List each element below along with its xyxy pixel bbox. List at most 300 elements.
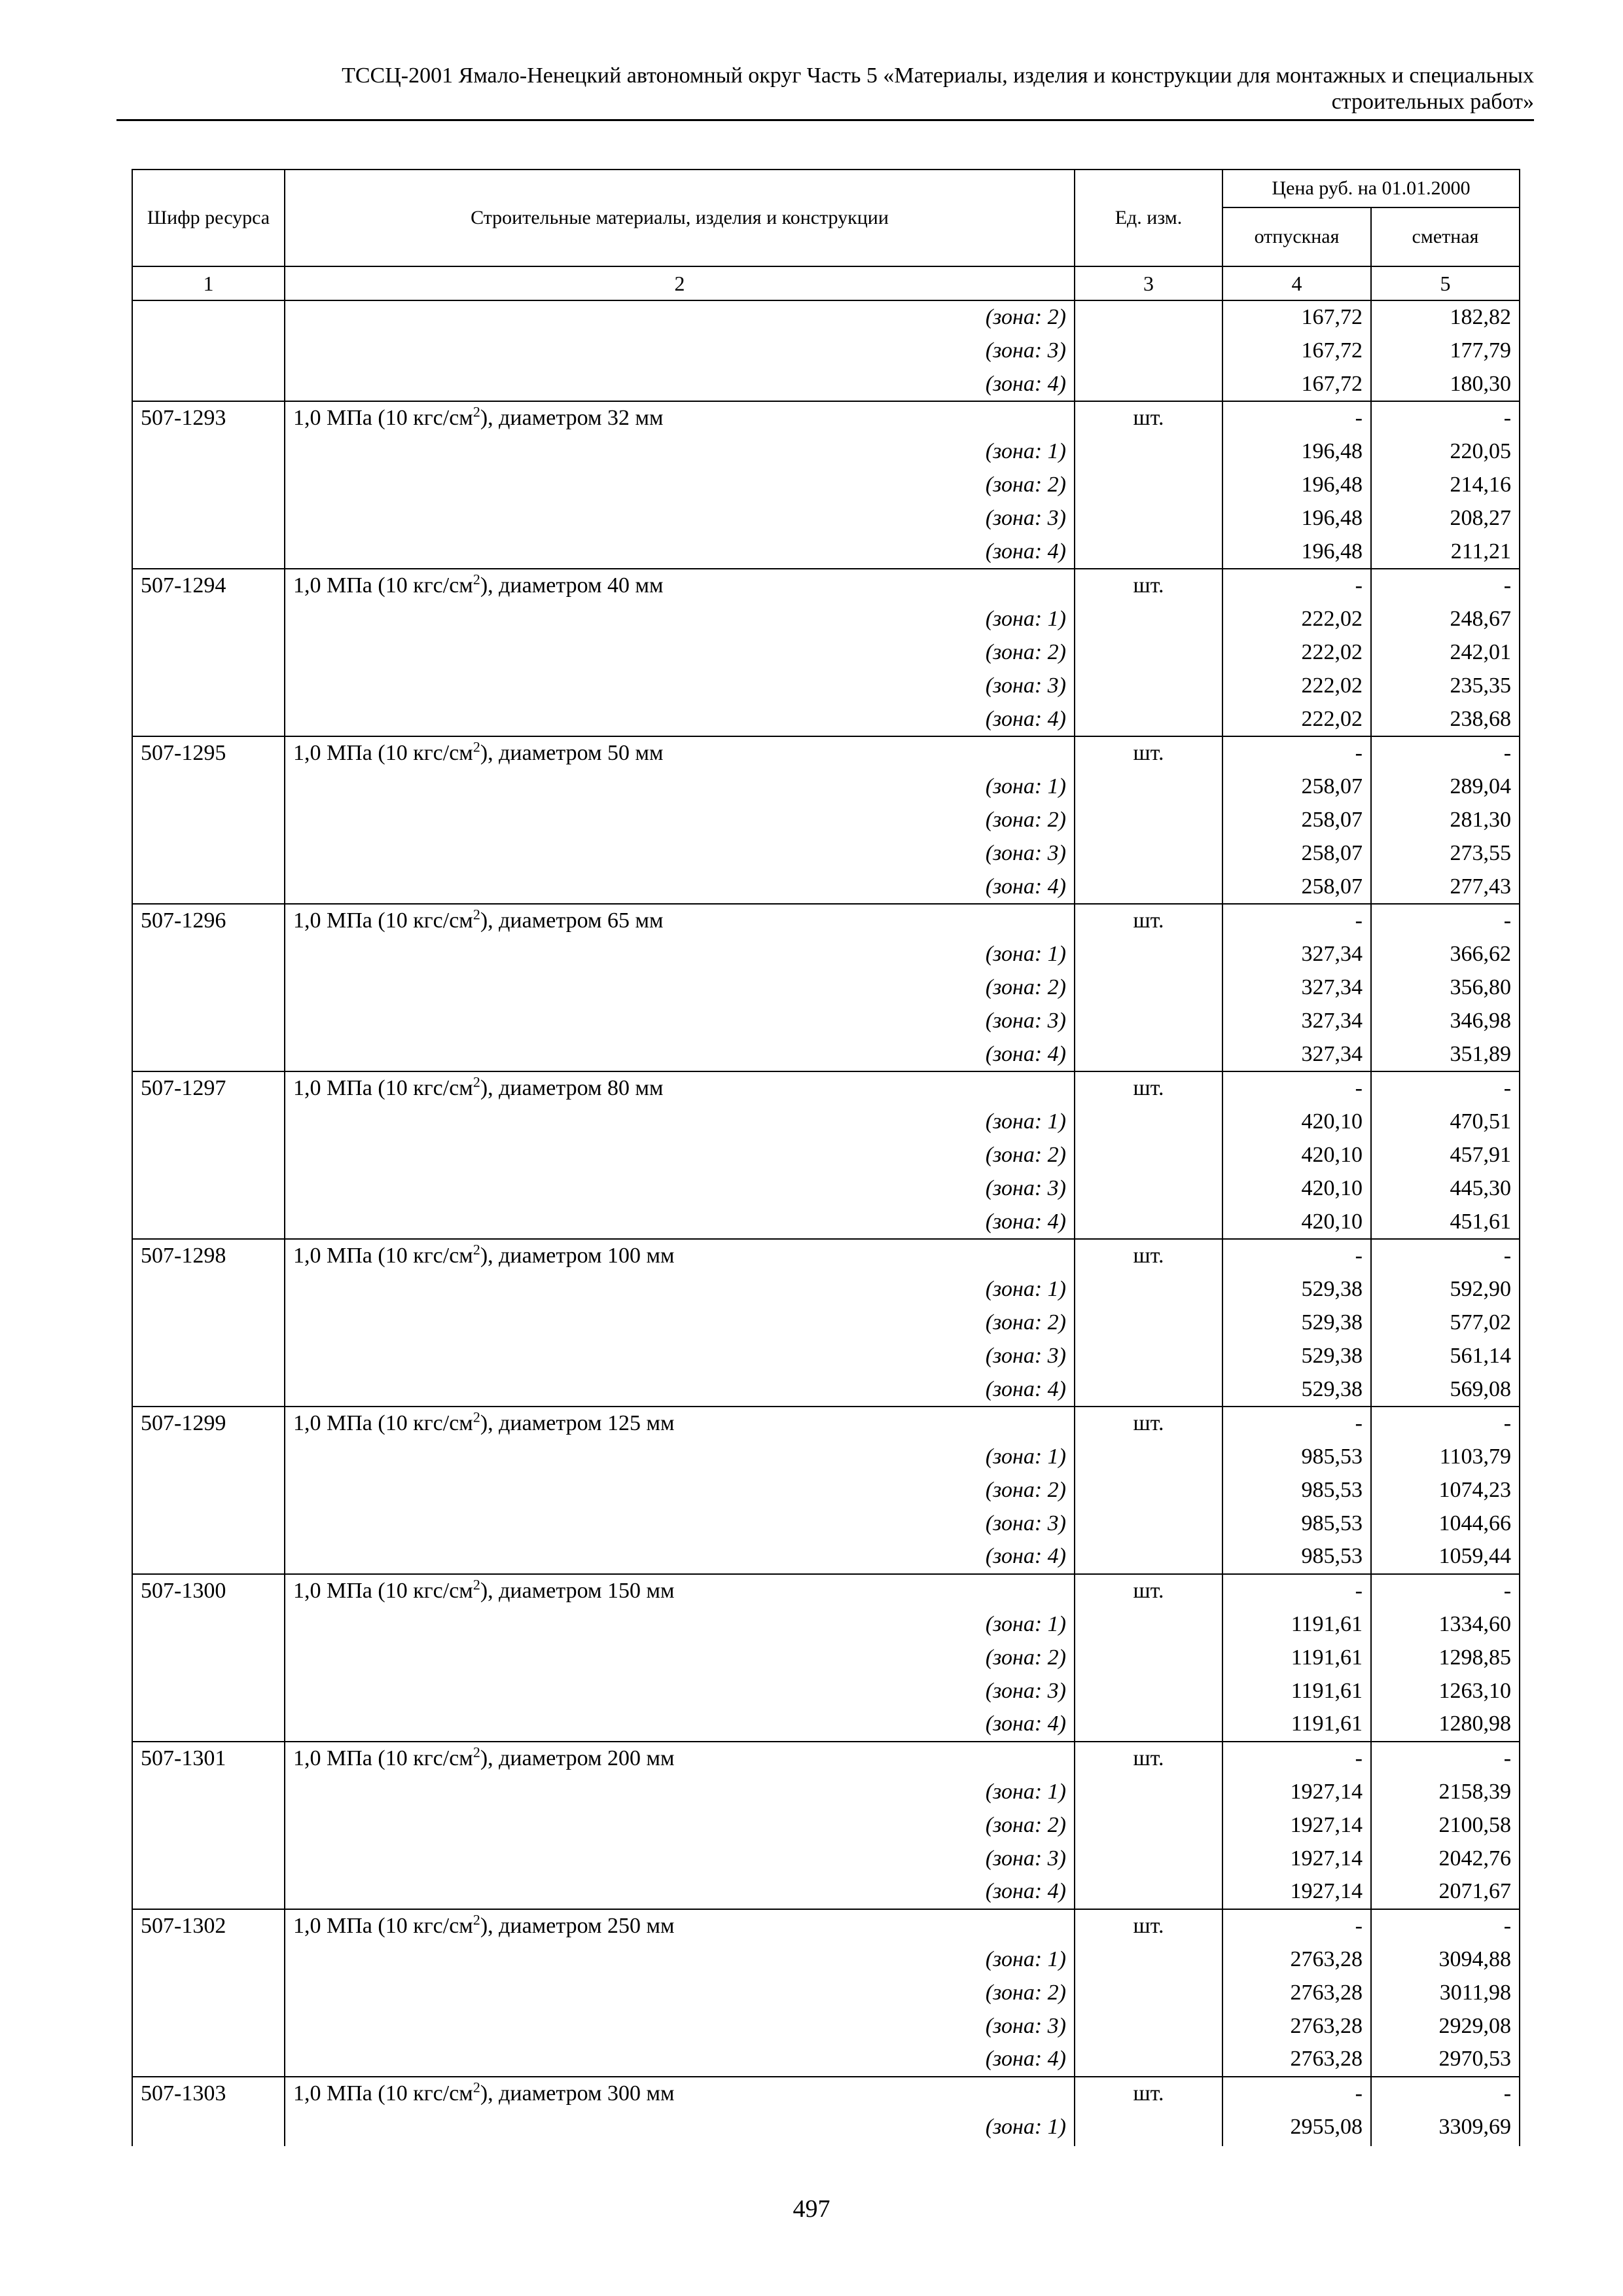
table-row: [132, 569, 1520, 603]
table-row: [132, 1875, 1520, 1909]
release-price: -: [1222, 1407, 1371, 1441]
table-row: [132, 1373, 1520, 1407]
table-row: [132, 1474, 1520, 1507]
resource-code-cell: [132, 1005, 285, 1038]
unit-cell: [1075, 2010, 1222, 2043]
table-row: [132, 1608, 1520, 1641]
release-price: 327,34: [1222, 971, 1371, 1005]
description-suffix: ), диаметром 150 мм: [480, 1579, 675, 1604]
release-price: -: [1222, 2077, 1371, 2111]
zone-label: (зона: 4): [285, 1373, 1075, 1407]
estimate-price: 356,80: [1371, 971, 1520, 1005]
description-prefix: 1,0 МПа (10 кгс/см: [293, 908, 473, 933]
zone-label: (зона: 1): [285, 1608, 1075, 1641]
col-number-2: 2: [285, 266, 1075, 300]
table-row: [132, 904, 1520, 938]
table-row: [132, 1507, 1520, 1541]
resource-code-cell: [132, 469, 285, 502]
resource-code-cell: [132, 1809, 285, 1842]
unit-cell: шт.: [1075, 1909, 1222, 1943]
description-suffix: ), диаметром 100 мм: [480, 1244, 675, 1268]
release-price: 1191,61: [1222, 1641, 1371, 1675]
running-header: [116, 63, 1534, 121]
unit-cell: [1075, 603, 1222, 636]
release-price: -: [1222, 401, 1371, 435]
unit-cell: [1075, 1943, 1222, 1977]
unit-cell: [1075, 1340, 1222, 1373]
table-row: [132, 1340, 1520, 1373]
estimate-price: 242,01: [1371, 636, 1520, 670]
resource-code-cell: [132, 1507, 285, 1541]
zone-label: (зона: 3): [285, 2010, 1075, 2043]
release-price: -: [1222, 1909, 1371, 1943]
release-price: -: [1222, 1071, 1371, 1105]
unit-cell: [1075, 1105, 1222, 1139]
unit-cell: [1075, 1809, 1222, 1842]
estimate-price: 1059,44: [1371, 1540, 1520, 1574]
estimate-price: 235,35: [1371, 670, 1520, 703]
estimate-price: 1103,79: [1371, 1441, 1520, 1474]
estimate-price: 1280,98: [1371, 1708, 1520, 1742]
resource-code-cell: [132, 334, 285, 368]
release-price: 420,10: [1222, 1105, 1371, 1139]
resource-code-cell: [132, 1708, 285, 1742]
zone-label: (зона: 1): [285, 1943, 1075, 1977]
unit-cell: [1075, 1977, 1222, 2010]
unit-cell: [1075, 870, 1222, 905]
resource-code-cell: [132, 1172, 285, 1206]
resource-code-cell: [132, 1373, 285, 1407]
description-prefix: 1,0 МПа (10 кгс/см: [293, 1244, 473, 1268]
description-superscript: 2: [473, 571, 480, 588]
release-price: 196,48: [1222, 469, 1371, 502]
resource-code-cell: [132, 2111, 285, 2146]
release-price: -: [1222, 569, 1371, 603]
unit-cell: [1075, 837, 1222, 870]
estimate-price: 182,82: [1371, 300, 1520, 334]
resource-code-cell: [132, 1641, 285, 1675]
col-number-3: 3: [1075, 266, 1222, 300]
unit-cell: [1075, 1273, 1222, 1306]
zone-label: (зона: 1): [285, 603, 1075, 636]
resource-code: 507-1294: [132, 569, 285, 603]
release-price: -: [1222, 904, 1371, 938]
unit-cell: [1075, 938, 1222, 971]
estimate-price: -: [1371, 2077, 1520, 2111]
estimate-price: 1074,23: [1371, 1474, 1520, 1507]
release-price: 222,02: [1222, 636, 1371, 670]
table-row: [132, 2010, 1520, 2043]
release-price: 985,53: [1222, 1540, 1371, 1574]
estimate-price: 561,14: [1371, 1340, 1520, 1373]
zone-label: (зона: 1): [285, 1273, 1075, 1306]
zone-label: (зона: 2): [285, 300, 1075, 334]
zone-label: (зона: 4): [285, 535, 1075, 569]
estimate-price: 1334,60: [1371, 1608, 1520, 1641]
release-price: 420,10: [1222, 1139, 1371, 1172]
estimate-price: 445,30: [1371, 1172, 1520, 1206]
unit-cell: [1075, 1373, 1222, 1407]
item-description: [285, 569, 1075, 603]
unit-cell: шт.: [1075, 904, 1222, 938]
resource-code-cell: [132, 1540, 285, 1574]
resource-code: 507-1296: [132, 904, 285, 938]
estimate-price: 346,98: [1371, 1005, 1520, 1038]
table-row: [132, 535, 1520, 569]
item-description: [285, 1239, 1075, 1273]
item-description: [285, 736, 1075, 770]
estimate-price: 1044,66: [1371, 1507, 1520, 1541]
unit-cell: шт.: [1075, 736, 1222, 770]
release-price: 1927,14: [1222, 1842, 1371, 1876]
resource-code: 507-1299: [132, 1407, 285, 1441]
table-row: [132, 334, 1520, 368]
table-row: [132, 636, 1520, 670]
table-row: [132, 736, 1520, 770]
description-prefix: 1,0 МПа (10 кгс/см: [293, 1411, 473, 1436]
release-price: 258,07: [1222, 770, 1371, 804]
release-price: 2763,28: [1222, 2010, 1371, 2043]
resource-code-cell: [132, 1340, 285, 1373]
item-description: [285, 2077, 1075, 2111]
release-price: 258,07: [1222, 870, 1371, 905]
release-price: 222,02: [1222, 703, 1371, 737]
zone-label: (зона: 1): [285, 938, 1075, 971]
table-row: [132, 1005, 1520, 1038]
zone-label: (зона: 4): [285, 870, 1075, 905]
description-suffix: ), диаметром 125 мм: [480, 1411, 675, 1436]
unit-cell: [1075, 502, 1222, 535]
unit-cell: [1075, 1139, 1222, 1172]
resource-code-cell: [132, 535, 285, 569]
unit-cell: шт.: [1075, 2077, 1222, 2111]
zone-label: (зона: 2): [285, 971, 1075, 1005]
unit-cell: шт.: [1075, 1742, 1222, 1776]
table-row: [132, 1909, 1520, 1943]
estimate-price: 3011,98: [1371, 1977, 1520, 2010]
release-price: 2955,08: [1222, 2111, 1371, 2146]
description-superscript: 2: [473, 404, 480, 421]
description-suffix: ), диаметром 40 мм: [480, 573, 664, 598]
unit-cell: [1075, 670, 1222, 703]
col-header-name: Строительные материалы, изделия и конструкции: [285, 170, 1075, 266]
resource-code-cell: [132, 1038, 285, 1072]
table-row: [132, 870, 1520, 905]
description-prefix: 1,0 МПа (10 кгс/см: [293, 1914, 473, 1939]
resource-code-cell: [132, 804, 285, 837]
estimate-price: 1263,10: [1371, 1675, 1520, 1708]
table-row: [132, 1641, 1520, 1675]
table-row: [132, 401, 1520, 435]
estimate-price: 289,04: [1371, 770, 1520, 804]
zone-label: (зона: 4): [285, 368, 1075, 402]
zone-label: (зона: 4): [285, 1875, 1075, 1909]
estimate-price: 2929,08: [1371, 2010, 1520, 2043]
release-price: 529,38: [1222, 1340, 1371, 1373]
description-superscript: 2: [473, 739, 480, 756]
estimate-price: -: [1371, 1574, 1520, 1608]
table-row: [132, 1407, 1520, 1441]
table-row: [132, 469, 1520, 502]
estimate-price: 2071,67: [1371, 1875, 1520, 1909]
resource-code-cell: [132, 1441, 285, 1474]
zone-label: (зона: 3): [285, 1842, 1075, 1876]
resource-code-cell: [132, 636, 285, 670]
resource-code-cell: [132, 1139, 285, 1172]
description-superscript: 2: [473, 1744, 480, 1761]
item-description: [285, 1407, 1075, 1441]
table-row: [132, 2043, 1520, 2077]
unit-cell: [1075, 770, 1222, 804]
item-description: [285, 904, 1075, 938]
table-row: [132, 1306, 1520, 1340]
description-suffix: ), диаметром 32 мм: [480, 406, 664, 431]
unit-cell: [1075, 1540, 1222, 1574]
release-price: 327,34: [1222, 1038, 1371, 1072]
table-row: [132, 938, 1520, 971]
zone-label: (зона: 2): [285, 1474, 1075, 1507]
estimate-price: 2158,39: [1371, 1776, 1520, 1809]
resource-code: 507-1300: [132, 1574, 285, 1608]
resource-code-cell: [132, 1943, 285, 1977]
resource-code: 507-1293: [132, 401, 285, 435]
table-row: [132, 2077, 1520, 2111]
table-row: [132, 1105, 1520, 1139]
zone-label: (зона: 3): [285, 1675, 1075, 1708]
table-row: [132, 703, 1520, 737]
table-row: [132, 770, 1520, 804]
zone-label: (зона: 2): [285, 1809, 1075, 1842]
zone-label: (зона: 4): [285, 703, 1075, 737]
item-description: [285, 1742, 1075, 1776]
release-price: 420,10: [1222, 1172, 1371, 1206]
estimate-price: 2042,76: [1371, 1842, 1520, 1876]
col-header-code: Шифр ресурса: [132, 170, 285, 266]
unit-cell: [1075, 368, 1222, 402]
unit-cell: шт.: [1075, 1239, 1222, 1273]
table-row: [132, 1809, 1520, 1842]
zone-label: (зона: 4): [285, 1540, 1075, 1574]
estimate-price: 1298,85: [1371, 1641, 1520, 1675]
table-row: [132, 1038, 1520, 1072]
zone-label: (зона: 1): [285, 1776, 1075, 1809]
estimate-price: 214,16: [1371, 469, 1520, 502]
resource-code-cell: [132, 1306, 285, 1340]
zone-label: (зона: 1): [285, 770, 1075, 804]
unit-cell: [1075, 435, 1222, 469]
release-price: -: [1222, 1239, 1371, 1273]
table-row: [132, 1441, 1520, 1474]
table-row: [132, 1540, 1520, 1574]
release-price: 985,53: [1222, 1441, 1371, 1474]
release-price: 222,02: [1222, 603, 1371, 636]
resource-code-cell: [132, 670, 285, 703]
resource-code: 507-1302: [132, 1909, 285, 1943]
estimate-price: 208,27: [1371, 502, 1520, 535]
table-row: [132, 1776, 1520, 1809]
estimate-price: 577,02: [1371, 1306, 1520, 1340]
table-row: [132, 603, 1520, 636]
unit-cell: [1075, 1507, 1222, 1541]
item-description: [285, 1071, 1075, 1105]
estimate-price: -: [1371, 1239, 1520, 1273]
unit-cell: [1075, 1708, 1222, 1742]
estimate-price: 277,43: [1371, 870, 1520, 905]
table-row: [132, 1977, 1520, 2010]
release-price: 196,48: [1222, 502, 1371, 535]
table-row: [132, 368, 1520, 402]
unit-cell: [1075, 1608, 1222, 1641]
col-number-5: 5: [1371, 266, 1520, 300]
estimate-price: 366,62: [1371, 938, 1520, 971]
unit-cell: шт.: [1075, 401, 1222, 435]
unit-cell: [1075, 469, 1222, 502]
description-prefix: 1,0 МПа (10 кгс/см: [293, 1579, 473, 1604]
col-number-4: 4: [1222, 266, 1371, 300]
resource-code-cell: [132, 603, 285, 636]
release-price: 985,53: [1222, 1474, 1371, 1507]
resource-code-cell: [132, 1842, 285, 1876]
estimate-price: 180,30: [1371, 368, 1520, 402]
description-superscript: 2: [473, 1408, 480, 1426]
resource-code-cell: [132, 2010, 285, 2043]
price-table-body: [132, 300, 1520, 2146]
page-number: 497: [793, 2195, 830, 2223]
unit-cell: [1075, 1441, 1222, 1474]
col-header-estimate-price: сметная: [1371, 207, 1520, 266]
estimate-price: 177,79: [1371, 334, 1520, 368]
release-price: 985,53: [1222, 1507, 1371, 1541]
zone-label: (зона: 3): [285, 837, 1075, 870]
zone-label: (зона: 4): [285, 1038, 1075, 1072]
estimate-price: 470,51: [1371, 1105, 1520, 1139]
description-prefix: 1,0 МПа (10 кгс/см: [293, 741, 473, 766]
description-superscript: 2: [473, 1241, 480, 1258]
release-price: 1191,61: [1222, 1708, 1371, 1742]
unit-cell: [1075, 1306, 1222, 1340]
estimate-price: 451,61: [1371, 1206, 1520, 1240]
resource-code-cell: [132, 368, 285, 402]
release-price: 327,34: [1222, 1005, 1371, 1038]
table-row: [132, 804, 1520, 837]
estimate-price: -: [1371, 569, 1520, 603]
release-price: 529,38: [1222, 1373, 1371, 1407]
estimate-price: -: [1371, 1909, 1520, 1943]
release-price: 1927,14: [1222, 1809, 1371, 1842]
price-table: [132, 169, 1520, 2146]
description-suffix: ), диаметром 200 мм: [480, 1746, 675, 1771]
unit-cell: [1075, 1641, 1222, 1675]
unit-cell: [1075, 334, 1222, 368]
resource-code-cell: [132, 1675, 285, 1708]
estimate-price: 569,08: [1371, 1373, 1520, 1407]
estimate-price: 2970,53: [1371, 2043, 1520, 2077]
table-row: [132, 1842, 1520, 1876]
description-prefix: 1,0 МПа (10 кгс/см: [293, 573, 473, 598]
zone-label: (зона: 1): [285, 2111, 1075, 2146]
table-row: [132, 435, 1520, 469]
description-prefix: 1,0 МПа (10 кгс/см: [293, 1746, 473, 1771]
description-superscript: 2: [473, 1074, 480, 1090]
zone-label: (зона: 2): [285, 1977, 1075, 2010]
col-header-price-group: Цена руб. на 01.01.2000: [1222, 170, 1520, 207]
resource-code-cell: [132, 1206, 285, 1240]
resource-code: 507-1295: [132, 736, 285, 770]
release-price: 420,10: [1222, 1206, 1371, 1240]
release-price: 258,07: [1222, 837, 1371, 870]
zone-label: (зона: 2): [285, 1139, 1075, 1172]
release-price: -: [1222, 1574, 1371, 1608]
table-row: [132, 1239, 1520, 1273]
release-price: 196,48: [1222, 535, 1371, 569]
description-superscript: 2: [473, 1911, 480, 1928]
release-price: 1927,14: [1222, 1875, 1371, 1909]
zone-label: (зона: 3): [285, 1340, 1075, 1373]
zone-label: (зона: 2): [285, 804, 1075, 837]
description-prefix: 1,0 МПа (10 кгс/см: [293, 1076, 473, 1101]
col-number-1: 1: [132, 266, 285, 300]
release-price: 2763,28: [1222, 1977, 1371, 2010]
price-table-header: [132, 170, 1520, 300]
resource-code-cell: [132, 1875, 285, 1909]
zone-label: (зона: 4): [285, 1708, 1075, 1742]
resource-code-cell: [132, 1105, 285, 1139]
table-row: [132, 1273, 1520, 1306]
estimate-price: 248,67: [1371, 603, 1520, 636]
release-price: -: [1222, 736, 1371, 770]
unit-cell: [1075, 1038, 1222, 1072]
unit-cell: [1075, 703, 1222, 737]
zone-label: (зона: 3): [285, 1507, 1075, 1541]
resource-code: 507-1303: [132, 2077, 285, 2111]
release-price: 1191,61: [1222, 1608, 1371, 1641]
resource-code-cell: [132, 2043, 285, 2077]
estimate-price: 281,30: [1371, 804, 1520, 837]
zone-label: (зона: 2): [285, 469, 1075, 502]
zone-label: (зона: 3): [285, 1005, 1075, 1038]
unit-cell: [1075, 971, 1222, 1005]
zone-label: (зона: 1): [285, 1441, 1075, 1474]
resource-code-cell: [132, 435, 285, 469]
description-prefix: 1,0 МПа (10 кгс/см: [293, 2081, 473, 2106]
unit-cell: [1075, 1005, 1222, 1038]
unit-cell: шт.: [1075, 1071, 1222, 1105]
unit-cell: шт.: [1075, 1407, 1222, 1441]
resource-code-cell: [132, 770, 285, 804]
table-row: [132, 1172, 1520, 1206]
estimate-price: 220,05: [1371, 435, 1520, 469]
description-suffix: ), диаметром 65 мм: [480, 908, 664, 933]
unit-cell: [1075, 300, 1222, 334]
unit-cell: [1075, 1842, 1222, 1876]
release-price: 2763,28: [1222, 1943, 1371, 1977]
zone-label: (зона: 3): [285, 670, 1075, 703]
resource-code-cell: [132, 502, 285, 535]
table-row: [132, 1574, 1520, 1608]
estimate-price: -: [1371, 401, 1520, 435]
unit-cell: шт.: [1075, 1574, 1222, 1608]
estimate-price: 351,89: [1371, 1038, 1520, 1072]
estimate-price: 211,21: [1371, 535, 1520, 569]
table-row: [132, 1675, 1520, 1708]
resource-code: 507-1298: [132, 1239, 285, 1273]
zone-label: (зона: 4): [285, 1206, 1075, 1240]
table-row: [132, 837, 1520, 870]
table-row: [132, 1943, 1520, 1977]
description-suffix: ), диаметром 80 мм: [480, 1076, 664, 1101]
table-row: [132, 502, 1520, 535]
unit-cell: [1075, 1172, 1222, 1206]
